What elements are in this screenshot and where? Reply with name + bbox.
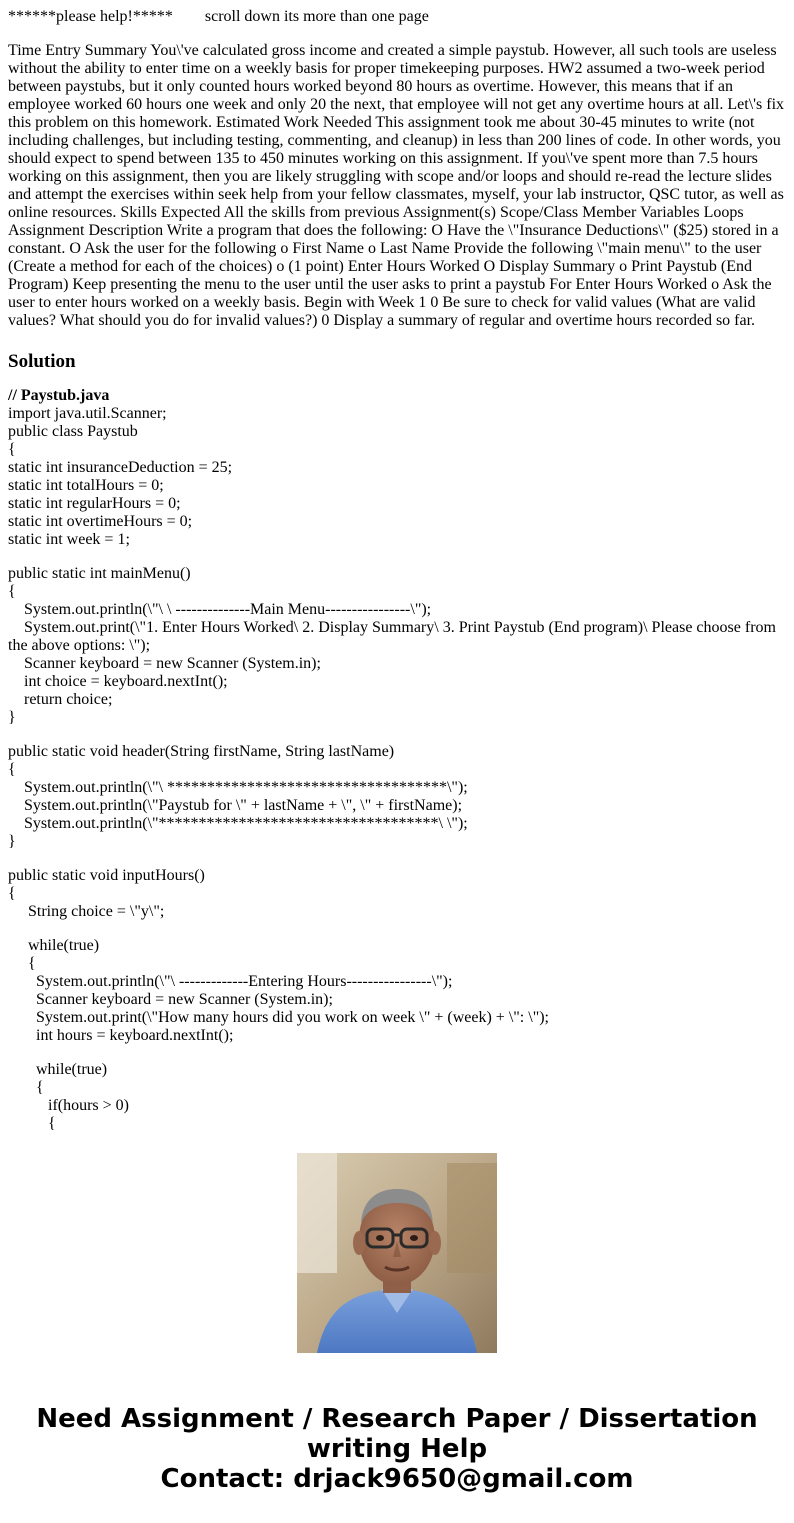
code-line: static int totalHours = 0; xyxy=(8,477,164,494)
code-line: System.out.println(\"\ -------------Entering Hours----------------\"); xyxy=(8,973,453,990)
code-line: int choice = keyboard.nextInt(); xyxy=(8,673,228,690)
code-line: System.out.println(\"\ ***********************************\"); xyxy=(8,779,468,796)
code-line: } xyxy=(8,833,16,850)
code-line: { xyxy=(8,885,16,902)
code-line: { xyxy=(8,761,16,778)
code-line: System.out.println(\"***********************************\ \"); xyxy=(8,815,468,832)
code-blank-line xyxy=(8,549,786,565)
code-line: { xyxy=(8,441,16,458)
code-line: } xyxy=(8,709,16,726)
page-header xyxy=(8,8,786,26)
code-line: { xyxy=(8,1115,56,1132)
code-line: import java.util.Scanner; xyxy=(8,405,167,422)
solution-code xyxy=(8,387,786,1132)
code-line: static int week = 1; xyxy=(8,531,130,548)
code-line: System.out.println(\"Paystub for \" + lastName + \", \" + firstName); xyxy=(8,797,463,814)
code-line: return choice; xyxy=(8,691,113,708)
code-line: while(true) xyxy=(8,1061,108,1078)
promo-banner xyxy=(0,1404,794,1494)
code-blank-line xyxy=(8,921,786,937)
code-line: static int regularHours = 0; xyxy=(8,495,181,512)
code-line: Scanner keyboard = new Scanner (System.in); xyxy=(8,991,333,1008)
code-line: public static void header(String firstName, String lastName) xyxy=(8,743,395,760)
code-line: { xyxy=(8,955,36,972)
code-line: if(hours > 0) xyxy=(8,1097,130,1114)
code-line: System.out.print(\"1. Enter Hours Worked\ 2. Display Summary\ 3. Print Paystub (End program)\ Please choose from the above options: \"); xyxy=(8,619,780,654)
promo-contact[interactable]: Contact: drjack9650@gmail.com xyxy=(160,1464,634,1494)
code-line: System.out.println(\"\ \ --------------Main Menu----------------\"); xyxy=(8,601,432,618)
promo-line-1: Need Assignment / Research Paper / Dissertation xyxy=(36,1404,758,1434)
code-line: { xyxy=(8,1079,44,1096)
code-line: System.out.print(\"How many hours did you work on week \" + (week) + \": \"); xyxy=(8,1009,549,1026)
header-title: ******please help!***** xyxy=(8,8,173,25)
code-line: public static int mainMenu() xyxy=(8,565,191,582)
question-text: Time Entry Summary You\'ve calculated gross income and created a simple paystub. However, all such tools are useless without the ability to enter time on a weekly basis for proper timekeeping purposes. HW2 assumed a two-week period between paystubs, but it only counted hours worked beyond 80 hours as overtime. However, this means that if an employee worked 60 hours one week and only 20 the next, that employee will not get any overtime hours at all. Let\'s fix this problem on this homework. Estimated Work Needed This assignment took me about 30-45 minutes to write (not including challenges, but including testing, commenting, and cleanup) in less than 200 lines of code. In other words, you should expect to spend between 135 to 450 minutes working on this assignment. If you\'ve spent more than 7.5 hours working on this assignment, then you are likely struggling with scope and/or loops and should re-read the lecture slides and attempt the exercises within seek help from your fellow classmates, myself, your lab instructor, QSC tutor, as well as online resources. Skills Expected All the skills from previous Assignment(s) Scope/Class Member Variables Loops Assignment Description Write a program that does the following: O Have the \"Insurance Deductions\" ($25) stored in a constant. O Ask the user for the following o First Name o Last Name Provide the following \"main menu\" to the user (Create a method for each of the choices) o (1 point) Enter Hours Worked O Display Summary o Print Paystub (End Program) Keep presenting the menu to the user until the user asks to print a paystub For Enter Hours Worked o Ask the user to enter hours worked on a weekly basis. Begin with Week 1 0 Be sure to check for valid values (What are valid values? What should you do for invalid values?) 0 Display a summary of regular and overtime hours recorded so far. xyxy=(8,42,785,329)
code-file-comment: // Paystub.java xyxy=(8,387,110,404)
code-line: Scanner keyboard = new Scanner (System.in); xyxy=(8,655,321,672)
code-line: int hours = keyboard.nextInt(); xyxy=(8,1027,234,1044)
code-line: public static void inputHours() xyxy=(8,867,205,884)
code-blank-line xyxy=(8,1045,786,1061)
header-note: scroll down its more than one page xyxy=(204,8,429,25)
tutor-portrait-image xyxy=(297,1153,497,1353)
question-section xyxy=(0,0,794,373)
solution-heading: Solution xyxy=(8,351,76,372)
promo-line-2: writing Help xyxy=(306,1434,488,1464)
code-blank-line xyxy=(8,851,786,867)
code-line: static int overtimeHours = 0; xyxy=(8,513,193,530)
tutor-avatar xyxy=(297,1153,497,1353)
code-line: while(true) xyxy=(8,937,100,954)
code-line: String choice = \"y\"; xyxy=(8,903,165,920)
code-line: static int insuranceDeduction = 25; xyxy=(8,459,233,476)
code-line: public class Paystub xyxy=(8,423,138,440)
code-blank-line xyxy=(8,727,786,743)
code-line: { xyxy=(8,583,16,600)
